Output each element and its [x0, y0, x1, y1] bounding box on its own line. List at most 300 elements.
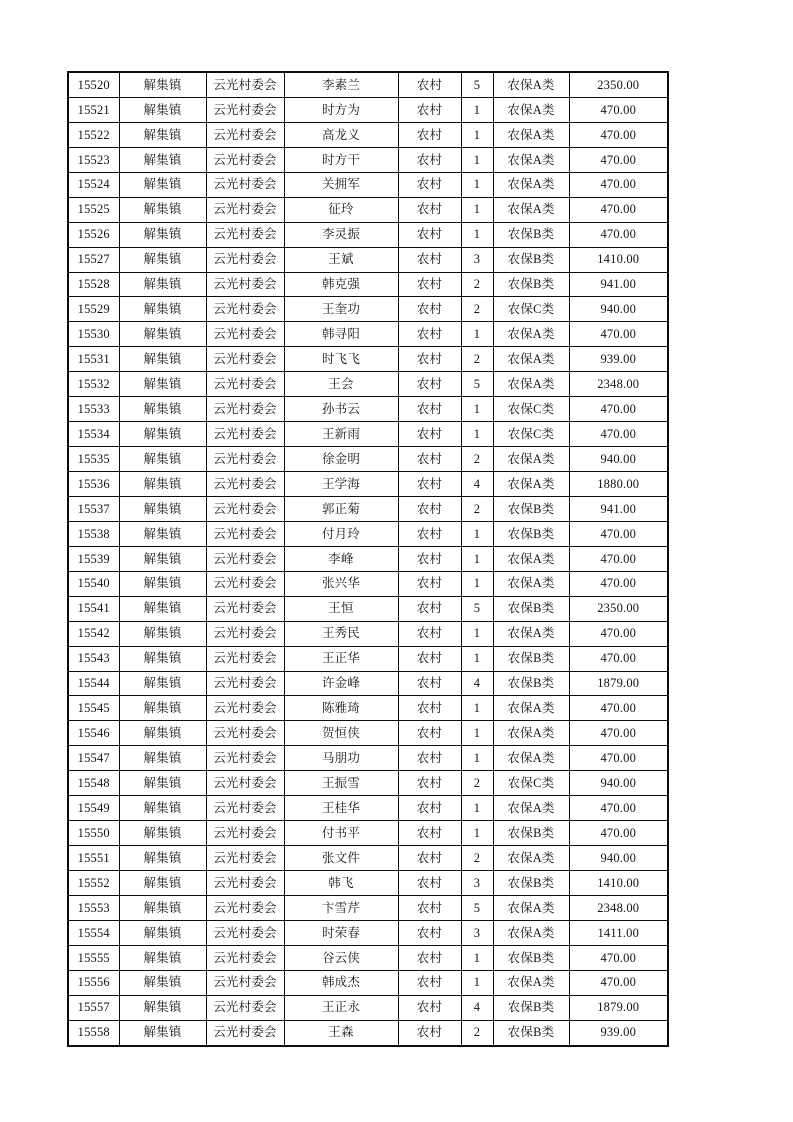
table-cell-person_name: 时荣春: [284, 920, 398, 945]
table-cell-village_committee: 云光村委会: [206, 397, 284, 422]
table-row: [68, 646, 668, 671]
table-cell-village_committee: 云光村委会: [206, 871, 284, 896]
table-row: [68, 372, 668, 397]
table-row: [68, 771, 668, 796]
table-cell-person_count: 1: [461, 222, 493, 247]
table-cell-record_id: 15526: [68, 222, 119, 247]
table-cell-amount: 470.00: [569, 571, 668, 596]
table-cell-person_count: 3: [461, 920, 493, 945]
table-cell-town: 解集镇: [119, 796, 206, 821]
table-cell-town: 解集镇: [119, 247, 206, 272]
table-cell-person_name: 征玲: [284, 197, 398, 222]
table-cell-amount: 1880.00: [569, 472, 668, 497]
table-cell-person_name: 高龙义: [284, 122, 398, 147]
table-cell-category: 农村: [398, 995, 461, 1020]
table-cell-category: 农村: [398, 821, 461, 846]
table-cell-record_id: 15530: [68, 322, 119, 347]
table-cell-person_name: 张兴华: [284, 571, 398, 596]
table-cell-amount: 470.00: [569, 970, 668, 995]
table-cell-town: 解集镇: [119, 322, 206, 347]
table-cell-record_id: 15551: [68, 846, 119, 871]
table-cell-person_name: 李峰: [284, 546, 398, 571]
table-cell-category: 农村: [398, 247, 461, 272]
table-cell-category: 农村: [398, 422, 461, 447]
table-cell-insurance_type: 农保A类: [493, 970, 569, 995]
table-cell-record_id: 15522: [68, 122, 119, 147]
table-cell-person_count: 1: [461, 172, 493, 197]
table-cell-person_name: 贺恒侠: [284, 721, 398, 746]
table-cell-person_name: 韩克强: [284, 272, 398, 297]
table-row: [68, 297, 668, 322]
table-cell-insurance_type: 农保A类: [493, 72, 569, 97]
table-cell-insurance_type: 农保A类: [493, 147, 569, 172]
table-row: [68, 197, 668, 222]
table-cell-town: 解集镇: [119, 871, 206, 896]
table-cell-town: 解集镇: [119, 197, 206, 222]
table-cell-insurance_type: 农保B类: [493, 671, 569, 696]
table-row: [68, 322, 668, 347]
table-cell-village_committee: 云光村委会: [206, 796, 284, 821]
table-row: [68, 247, 668, 272]
table-cell-village_committee: 云光村委会: [206, 322, 284, 347]
table-cell-person_count: 2: [461, 272, 493, 297]
table-cell-record_id: 15529: [68, 297, 119, 322]
table-cell-record_id: 15539: [68, 546, 119, 571]
table-cell-person_name: 郭正菊: [284, 496, 398, 521]
table-cell-insurance_type: 农保B类: [493, 222, 569, 247]
table-cell-amount: 470.00: [569, 646, 668, 671]
table-cell-person_name: 李素兰: [284, 72, 398, 97]
table-cell-category: 农村: [398, 147, 461, 172]
table-cell-record_id: 15528: [68, 272, 119, 297]
table-cell-person_name: 时飞飞: [284, 347, 398, 372]
table-cell-town: 解集镇: [119, 422, 206, 447]
table-cell-record_id: 15525: [68, 197, 119, 222]
table-cell-person_count: 1: [461, 197, 493, 222]
table-cell-person_name: 王恒: [284, 596, 398, 621]
table-cell-record_id: 15531: [68, 347, 119, 372]
table-cell-record_id: 15547: [68, 746, 119, 771]
table-cell-amount: 470.00: [569, 521, 668, 546]
table-row: [68, 521, 668, 546]
table-cell-person_count: 2: [461, 447, 493, 472]
table-cell-record_id: 15532: [68, 372, 119, 397]
table-cell-person_count: 1: [461, 521, 493, 546]
table-cell-village_committee: 云光村委会: [206, 172, 284, 197]
table-cell-person_count: 1: [461, 147, 493, 172]
table-cell-category: 农村: [398, 322, 461, 347]
table-cell-amount: 470.00: [569, 397, 668, 422]
table-cell-amount: 940.00: [569, 447, 668, 472]
table-cell-insurance_type: 农保A类: [493, 372, 569, 397]
table-cell-village_committee: 云光村委会: [206, 671, 284, 696]
table-cell-person_count: 3: [461, 247, 493, 272]
table-cell-town: 解集镇: [119, 746, 206, 771]
table-cell-village_committee: 云光村委会: [206, 372, 284, 397]
table-cell-record_id: 15534: [68, 422, 119, 447]
table-cell-category: 农村: [398, 920, 461, 945]
table-cell-amount: 2350.00: [569, 596, 668, 621]
table-cell-person_name: 时方干: [284, 147, 398, 172]
table-cell-person_name: 王正华: [284, 646, 398, 671]
table-cell-amount: 470.00: [569, 422, 668, 447]
table-cell-amount: 2348.00: [569, 895, 668, 920]
table-cell-insurance_type: 农保B类: [493, 646, 569, 671]
table-row: [68, 696, 668, 721]
table-row: [68, 671, 668, 696]
table-cell-town: 解集镇: [119, 671, 206, 696]
table-cell-record_id: 15552: [68, 871, 119, 896]
table-cell-category: 农村: [398, 222, 461, 247]
table-cell-person_name: 谷云侠: [284, 945, 398, 970]
table-cell-person_count: 4: [461, 995, 493, 1020]
table-cell-person_name: 付月玲: [284, 521, 398, 546]
table-cell-insurance_type: 农保A类: [493, 621, 569, 646]
table-row: [68, 846, 668, 871]
table-row: [68, 895, 668, 920]
table-cell-insurance_type: 农保C类: [493, 771, 569, 796]
table-cell-amount: 470.00: [569, 621, 668, 646]
table-cell-person_count: 1: [461, 945, 493, 970]
table-row: [68, 546, 668, 571]
table-cell-insurance_type: 农保B类: [493, 247, 569, 272]
table-cell-insurance_type: 农保A类: [493, 322, 569, 347]
table-cell-town: 解集镇: [119, 172, 206, 197]
table-cell-category: 农村: [398, 721, 461, 746]
table-row: [68, 871, 668, 896]
table-row: [68, 970, 668, 995]
table-cell-category: 农村: [398, 970, 461, 995]
table-cell-category: 农村: [398, 397, 461, 422]
table-cell-person_count: 2: [461, 1020, 493, 1045]
table-cell-insurance_type: 农保B类: [493, 1020, 569, 1045]
table-cell-amount: 470.00: [569, 97, 668, 122]
table-cell-person_name: 马朋功: [284, 746, 398, 771]
table-cell-person_count: 5: [461, 72, 493, 97]
table-cell-insurance_type: 农保A类: [493, 721, 569, 746]
table-cell-village_committee: 云光村委会: [206, 72, 284, 97]
table-cell-person_count: 5: [461, 895, 493, 920]
table-cell-category: 农村: [398, 546, 461, 571]
table-cell-town: 解集镇: [119, 372, 206, 397]
table-cell-category: 农村: [398, 496, 461, 521]
table-cell-town: 解集镇: [119, 97, 206, 122]
table-cell-insurance_type: 农保A类: [493, 97, 569, 122]
table-cell-person_count: 4: [461, 472, 493, 497]
table-cell-insurance_type: 农保A类: [493, 347, 569, 372]
table-cell-town: 解集镇: [119, 696, 206, 721]
table-cell-amount: 1410.00: [569, 871, 668, 896]
table-cell-person_name: 韩成杰: [284, 970, 398, 995]
table-cell-insurance_type: 农保B类: [493, 995, 569, 1020]
table-cell-amount: 470.00: [569, 945, 668, 970]
table-cell-village_committee: 云光村委会: [206, 297, 284, 322]
table-cell-insurance_type: 农保B类: [493, 272, 569, 297]
table-row: [68, 97, 668, 122]
table-cell-record_id: 15540: [68, 571, 119, 596]
table-cell-person_name: 王斌: [284, 247, 398, 272]
table-cell-person_count: 1: [461, 546, 493, 571]
table-cell-village_committee: 云光村委会: [206, 721, 284, 746]
table-cell-village_committee: 云光村委会: [206, 621, 284, 646]
table-cell-record_id: 15521: [68, 97, 119, 122]
table-cell-insurance_type: 农保A类: [493, 920, 569, 945]
table-row: [68, 920, 668, 945]
table-cell-village_committee: 云光村委会: [206, 422, 284, 447]
table-cell-person_count: 1: [461, 621, 493, 646]
table-row: [68, 621, 668, 646]
table-cell-village_committee: 云光村委会: [206, 122, 284, 147]
table-cell-person_count: 1: [461, 122, 493, 147]
table-cell-person_name: 韩飞: [284, 871, 398, 896]
table-cell-village_committee: 云光村委会: [206, 646, 284, 671]
table-cell-amount: 470.00: [569, 546, 668, 571]
table-cell-person_name: 王奎功: [284, 297, 398, 322]
table-cell-village_committee: 云光村委会: [206, 596, 284, 621]
table-cell-record_id: 15554: [68, 920, 119, 945]
table-row: [68, 571, 668, 596]
table-cell-town: 解集镇: [119, 122, 206, 147]
table-cell-insurance_type: 农保C类: [493, 422, 569, 447]
table-cell-village_committee: 云光村委会: [206, 970, 284, 995]
table-cell-record_id: 15524: [68, 172, 119, 197]
table-cell-amount: 470.00: [569, 172, 668, 197]
table-cell-amount: 470.00: [569, 322, 668, 347]
table-cell-category: 农村: [398, 871, 461, 896]
table-cell-town: 解集镇: [119, 895, 206, 920]
table-cell-amount: 2350.00: [569, 72, 668, 97]
table-cell-person_name: 付书平: [284, 821, 398, 846]
table-cell-insurance_type: 农保A类: [493, 197, 569, 222]
table-cell-amount: 470.00: [569, 821, 668, 846]
table-cell-amount: 1410.00: [569, 247, 668, 272]
table-cell-category: 农村: [398, 172, 461, 197]
table-cell-town: 解集镇: [119, 1020, 206, 1045]
table-cell-village_committee: 云光村委会: [206, 222, 284, 247]
table-cell-insurance_type: 农保A类: [493, 122, 569, 147]
table-cell-record_id: 15542: [68, 621, 119, 646]
table-cell-category: 农村: [398, 122, 461, 147]
table-cell-record_id: 15535: [68, 447, 119, 472]
table-cell-insurance_type: 农保A类: [493, 696, 569, 721]
table-cell-insurance_type: 农保C类: [493, 397, 569, 422]
table-cell-insurance_type: 农保B类: [493, 596, 569, 621]
table-cell-person_count: 2: [461, 347, 493, 372]
table-cell-town: 解集镇: [119, 521, 206, 546]
table-cell-person_count: 3: [461, 871, 493, 896]
table-cell-town: 解集镇: [119, 646, 206, 671]
table-cell-person_count: 1: [461, 97, 493, 122]
table-cell-town: 解集镇: [119, 846, 206, 871]
table-cell-category: 农村: [398, 272, 461, 297]
table-cell-record_id: 15550: [68, 821, 119, 846]
table-cell-category: 农村: [398, 472, 461, 497]
table-cell-town: 解集镇: [119, 72, 206, 97]
table-cell-category: 农村: [398, 796, 461, 821]
table-cell-person_name: 王会: [284, 372, 398, 397]
table-cell-person_count: 2: [461, 496, 493, 521]
table-cell-person_name: 许金峰: [284, 671, 398, 696]
table-cell-person_name: 孙书云: [284, 397, 398, 422]
table-cell-insurance_type: 农保A类: [493, 571, 569, 596]
table-cell-category: 农村: [398, 746, 461, 771]
table-row: [68, 821, 668, 846]
table-cell-record_id: 15527: [68, 247, 119, 272]
table-cell-town: 解集镇: [119, 222, 206, 247]
table-row: [68, 596, 668, 621]
table-row: [68, 995, 668, 1020]
table-cell-person_count: 4: [461, 671, 493, 696]
table-row: [68, 496, 668, 521]
table-cell-record_id: 15546: [68, 721, 119, 746]
table-cell-record_id: 15545: [68, 696, 119, 721]
table-row: [68, 347, 668, 372]
table-row: [68, 397, 668, 422]
table-row: [68, 1020, 668, 1045]
table-cell-category: 农村: [398, 372, 461, 397]
table-cell-insurance_type: 农保B类: [493, 821, 569, 846]
table-cell-category: 农村: [398, 596, 461, 621]
table-cell-town: 解集镇: [119, 621, 206, 646]
table-cell-category: 农村: [398, 297, 461, 322]
table-cell-category: 农村: [398, 1020, 461, 1045]
table-cell-village_committee: 云光村委会: [206, 771, 284, 796]
table-cell-category: 农村: [398, 72, 461, 97]
table-cell-person_name: 时方为: [284, 97, 398, 122]
table-cell-person_name: 韩寻阳: [284, 322, 398, 347]
table-cell-person_count: 1: [461, 970, 493, 995]
table-cell-town: 解集镇: [119, 496, 206, 521]
table-cell-village_committee: 云光村委会: [206, 746, 284, 771]
table-cell-category: 农村: [398, 347, 461, 372]
table-cell-person_name: 王振雪: [284, 771, 398, 796]
table-cell-town: 解集镇: [119, 347, 206, 372]
table-cell-insurance_type: 农保A类: [493, 846, 569, 871]
table-cell-amount: 1879.00: [569, 995, 668, 1020]
benefits-table-body: [68, 72, 668, 1046]
table-cell-village_committee: 云光村委会: [206, 197, 284, 222]
table-cell-person_count: 2: [461, 771, 493, 796]
table-cell-amount: 470.00: [569, 197, 668, 222]
table-cell-person_name: 王桂华: [284, 796, 398, 821]
table-cell-person_count: 1: [461, 746, 493, 771]
table-cell-insurance_type: 农保A类: [493, 472, 569, 497]
table-cell-record_id: 15520: [68, 72, 119, 97]
table-cell-town: 解集镇: [119, 546, 206, 571]
table-cell-insurance_type: 农保A类: [493, 546, 569, 571]
benefits-table: [67, 71, 669, 1047]
table-row: [68, 122, 668, 147]
table-cell-insurance_type: 农保A类: [493, 796, 569, 821]
table-cell-insurance_type: 农保A类: [493, 895, 569, 920]
table-cell-person_count: 2: [461, 846, 493, 871]
table-row: [68, 721, 668, 746]
table-cell-village_committee: 云光村委会: [206, 496, 284, 521]
table-cell-insurance_type: 农保B类: [493, 945, 569, 970]
table-cell-person_name: 王秀民: [284, 621, 398, 646]
table-cell-village_committee: 云光村委会: [206, 571, 284, 596]
table-cell-insurance_type: 农保B类: [493, 496, 569, 521]
table-cell-village_committee: 云光村委会: [206, 472, 284, 497]
table-cell-person_count: 1: [461, 646, 493, 671]
table-cell-amount: 940.00: [569, 771, 668, 796]
table-cell-person_count: 1: [461, 796, 493, 821]
table-cell-town: 解集镇: [119, 920, 206, 945]
table-cell-record_id: 15555: [68, 945, 119, 970]
table-cell-village_committee: 云光村委会: [206, 447, 284, 472]
table-cell-category: 农村: [398, 621, 461, 646]
table-cell-amount: 470.00: [569, 721, 668, 746]
table-cell-person_count: 1: [461, 571, 493, 596]
table-cell-record_id: 15544: [68, 671, 119, 696]
table-cell-village_committee: 云光村委会: [206, 846, 284, 871]
table-cell-town: 解集镇: [119, 970, 206, 995]
table-cell-amount: 470.00: [569, 147, 668, 172]
table-cell-category: 农村: [398, 846, 461, 871]
table-cell-amount: 470.00: [569, 696, 668, 721]
table-cell-person_name: 陈雅琦: [284, 696, 398, 721]
table-cell-record_id: 15523: [68, 147, 119, 172]
table-cell-person_count: 1: [461, 696, 493, 721]
table-row: [68, 72, 668, 97]
table-cell-person_name: 李灵振: [284, 222, 398, 247]
table-cell-village_committee: 云光村委会: [206, 521, 284, 546]
table-row: [68, 147, 668, 172]
table-cell-category: 农村: [398, 895, 461, 920]
table-cell-record_id: 15558: [68, 1020, 119, 1045]
table-cell-insurance_type: 农保A类: [493, 447, 569, 472]
table-cell-person_count: 1: [461, 721, 493, 746]
table-cell-category: 农村: [398, 571, 461, 596]
table-cell-person_name: 关拥军: [284, 172, 398, 197]
table-cell-category: 农村: [398, 646, 461, 671]
table-cell-person_count: 1: [461, 821, 493, 846]
table-row: [68, 447, 668, 472]
table-row: [68, 422, 668, 447]
table-cell-town: 解集镇: [119, 721, 206, 746]
table-cell-town: 解集镇: [119, 571, 206, 596]
table-cell-amount: 940.00: [569, 297, 668, 322]
table-cell-insurance_type: 农保A类: [493, 746, 569, 771]
table-cell-village_committee: 云光村委会: [206, 97, 284, 122]
table-cell-category: 农村: [398, 447, 461, 472]
table-cell-person_name: 徐金明: [284, 447, 398, 472]
table-cell-town: 解集镇: [119, 297, 206, 322]
table-cell-insurance_type: 农保C类: [493, 297, 569, 322]
table-cell-village_committee: 云光村委会: [206, 995, 284, 1020]
table-cell-record_id: 15537: [68, 496, 119, 521]
table-cell-record_id: 15553: [68, 895, 119, 920]
table-row: [68, 172, 668, 197]
table-cell-town: 解集镇: [119, 771, 206, 796]
table-cell-record_id: 15543: [68, 646, 119, 671]
table-cell-category: 农村: [398, 521, 461, 546]
table-cell-village_committee: 云光村委会: [206, 1020, 284, 1045]
table-cell-village_committee: 云光村委会: [206, 920, 284, 945]
table-cell-insurance_type: 农保B类: [493, 521, 569, 546]
table-cell-person_name: 卞雪芹: [284, 895, 398, 920]
table-cell-record_id: 15533: [68, 397, 119, 422]
table-row: [68, 796, 668, 821]
table-cell-person_count: 2: [461, 297, 493, 322]
table-cell-amount: 941.00: [569, 496, 668, 521]
table-cell-village_committee: 云光村委会: [206, 147, 284, 172]
table-cell-person_name: 张文件: [284, 846, 398, 871]
table-cell-amount: 2348.00: [569, 372, 668, 397]
table-cell-town: 解集镇: [119, 147, 206, 172]
table-row: [68, 746, 668, 771]
table-cell-town: 解集镇: [119, 447, 206, 472]
